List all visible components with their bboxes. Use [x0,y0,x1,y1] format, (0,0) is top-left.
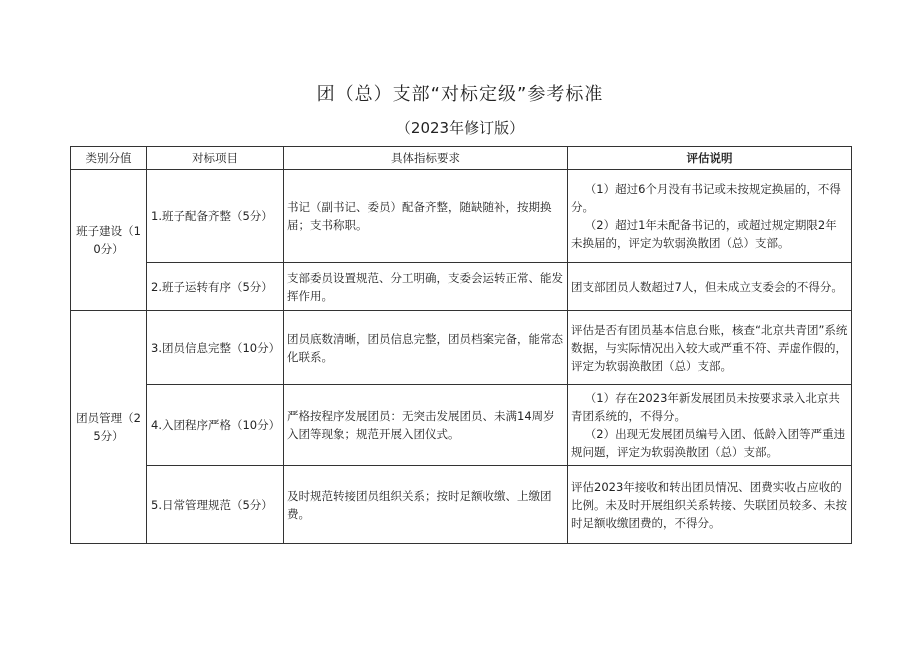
note-line: （1）超过6个月没有书记或未按规定换届的，不得分。 [571,182,841,214]
header-requirement: 具体指标要求 [284,147,568,170]
note-line: （1）存在2023年新发展团员未按要求录入北京共青团系统的，不得分。 [571,391,840,423]
header-item: 对标项目 [147,147,284,170]
note-line: （2）超过1年未配备书记的，或超过规定期限2年未换届的，评定为软弱涣散团（总）支部。 [571,218,837,250]
requirement-cell: 及时规范转接团员组织关系；按时足额收缴、上缴团费。 [284,466,568,544]
category-cell: 班子建设（10分） [71,170,147,311]
notes-cell: 评估2023年接收和转出团员情况、团费实收占应收的比例。未及时开展组织关系转接、失联团员较多、未按时足额收缴团费的，不得分。 [568,466,852,544]
table-header-row [71,147,852,170]
header-notes: 评估说明 [568,147,852,170]
note-line: （2）出现无发展团员编号入团、低龄入团等严重违规问题，评定为软弱涣散团（总）支部。 [571,427,846,459]
item-cell: 3.团员信息完整（10分） [147,311,284,385]
requirement-cell: 严格按程序发展团员：无突击发展团员、未满14周岁入团等现象；规范开展入团仪式。 [284,385,568,466]
notes-cell [568,170,852,263]
category-cell: 团员管理（25分） [71,311,147,544]
item-cell: 2.班子运转有序（5分） [147,263,284,311]
table-row [71,466,852,544]
notes-cell [568,385,852,466]
table-row [71,311,852,385]
item-cell: 4.入团程序严格（10分） [147,385,284,466]
table-row [71,263,852,311]
notes-cell: 团支部团员人数超过7人，但未成立支委会的不得分。 [568,263,852,311]
page-title: 团（总）支部“对标定级”参考标准 [316,84,604,105]
page-subtitle: （2023年修订版） [395,119,525,137]
notes-cell: 评估是否有团员基本信息台账，核查“北京共青团”系统数据，与实际情况出入较大或严重不符、弄虚作假的，评定为软弱涣散团（总）支部。 [568,311,852,385]
header-category: 类别分值 [71,147,147,170]
requirement-cell: 书记（副书记、委员）配备齐整，随缺随补，按期换届；支书称职。 [284,170,568,263]
standards-table [70,146,852,544]
table-row [71,385,852,466]
requirement-cell: 支部委员设置规范、分工明确，支委会运转正常、能发挥作用。 [284,263,568,311]
item-cell: 1.班子配备齐整（5分） [147,170,284,263]
table-row [71,170,852,263]
item-cell: 5.日常管理规范（5分） [147,466,284,544]
requirement-cell: 团员底数清晰，团员信息完整，团员档案完备，能常态化联系。 [284,311,568,385]
